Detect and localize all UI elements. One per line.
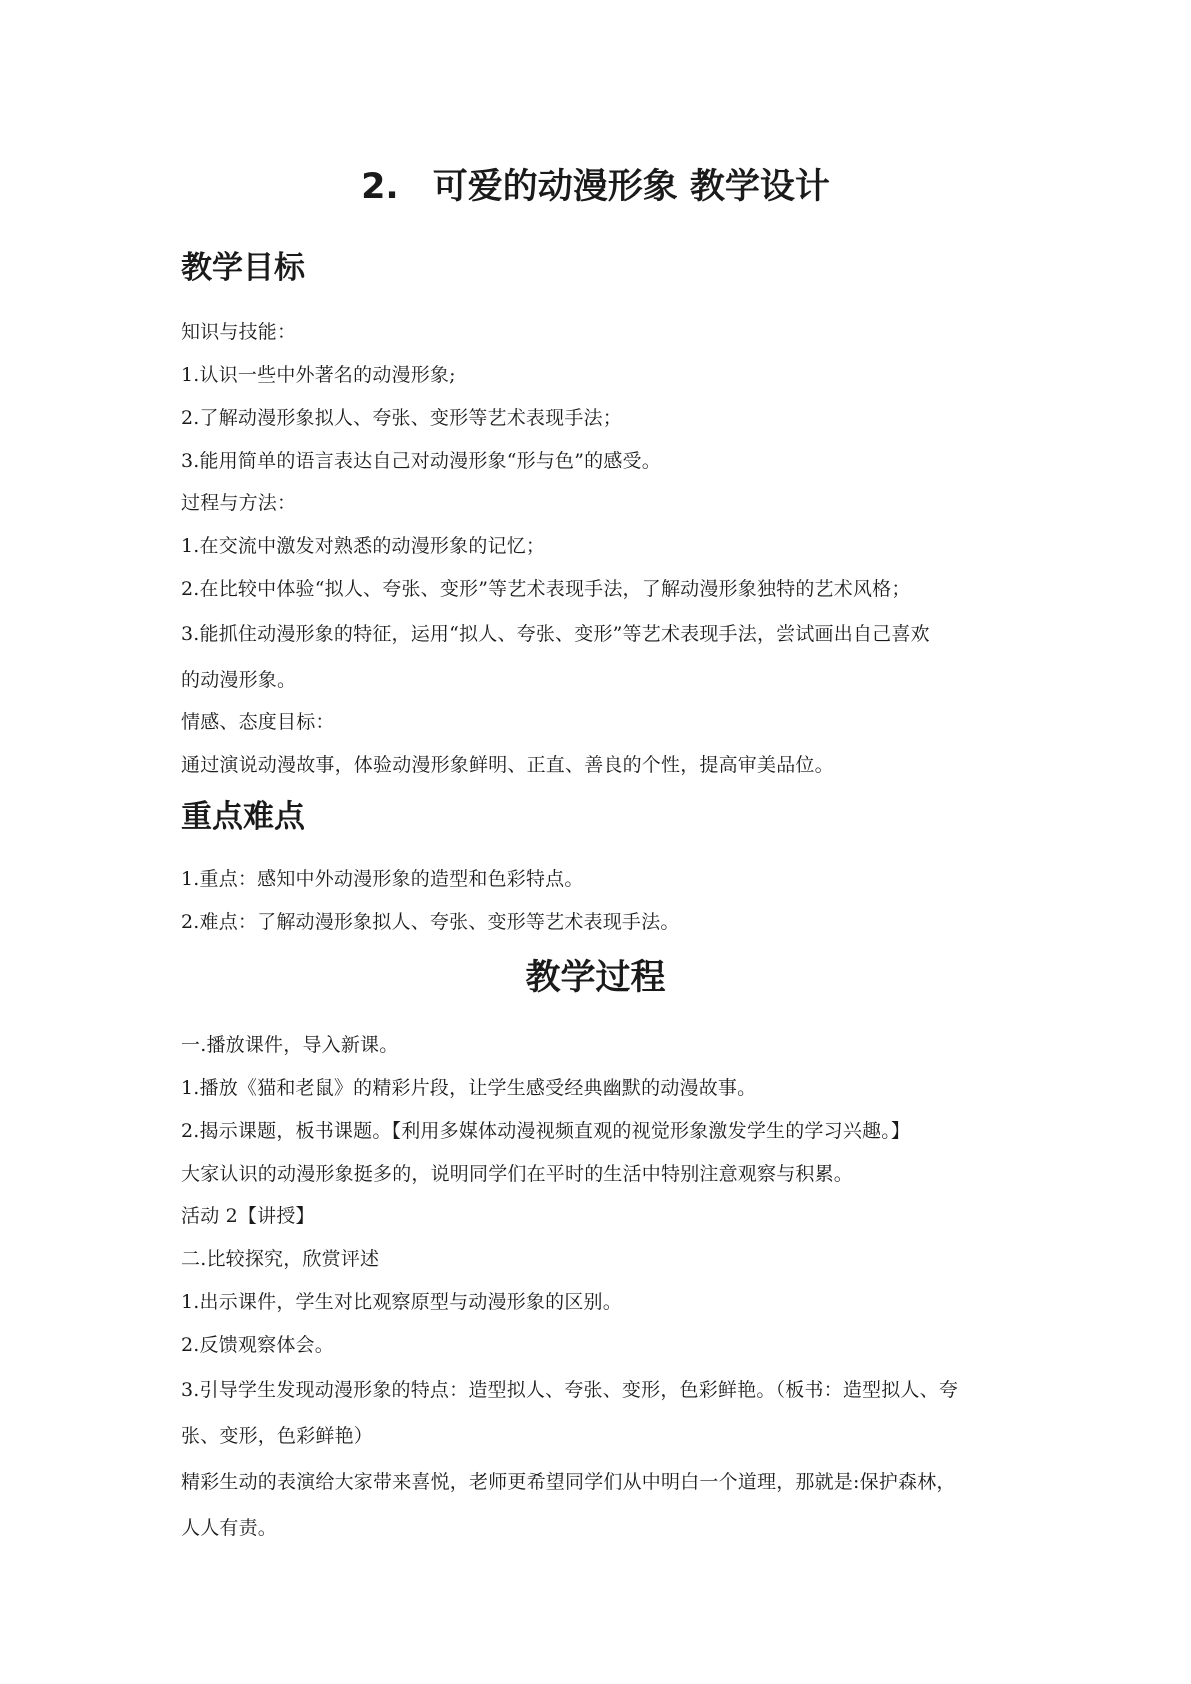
keypoint-line: 2.难点：了解动漫形象拟人、夸张、变形等艺术表现手法。 (181, 911, 680, 933)
process-line: 一.播放课件，导入新课。 (181, 1034, 399, 1056)
goal-line: 3.能用简单的语言表达自己对动漫形象“形与色”的感受。 (181, 450, 661, 472)
process-line: 活动 2【讲授】 (181, 1205, 315, 1227)
goal-line: 知识与技能： (181, 321, 297, 343)
process-line: 精彩生动的表演给大家带来喜悦，老师更希望同学们从中明白一个道理，那就是:保护森林， (181, 1471, 956, 1493)
goal-line: 1.认识一些中外著名的动漫形象; (181, 364, 456, 386)
section-heading-process: 教学过程 (525, 958, 666, 998)
process-line: 3.引导学生发现动漫形象的特点：造型拟人、夸张、变形，色彩鲜艳。（板书：造型拟人、夸 (181, 1379, 959, 1401)
title-text: 可爱的动漫形象 教学设计 (432, 167, 830, 207)
title-number: 2. (361, 167, 399, 207)
process-line: 2.反馈观察体会。 (181, 1334, 334, 1356)
goal-line: 3.能抓住动漫形象的特征，运用“拟人、夸张、变形”等艺术表现手法，尝试画出自己喜欢 (181, 623, 930, 645)
document-title (0, 162, 1191, 212)
process-line: 人人有责。 (181, 1517, 278, 1539)
goal-line: 2.在比较中体验“拟人、夸张、变形”等艺术表现手法，了解动漫形象独特的艺术风格； (181, 578, 911, 600)
goal-line: 过程与方法： (181, 492, 297, 514)
process-line: 2.揭示课题，板书课题。【利用多媒体动漫视频直观的视觉形象激发学生的学习兴趣。】 (181, 1120, 911, 1142)
goal-line: 情感、态度目标： (181, 711, 335, 733)
process-line: 1.出示课件，学生对比观察原型与动漫形象的区别。 (181, 1291, 622, 1313)
process-line: 1.播放《猫和老鼠》的精彩片段，让学生感受经典幽默的动漫故事。 (181, 1077, 757, 1099)
goal-line: 2.了解动漫形象拟人、夸张、变形等艺术表现手法； (181, 407, 622, 429)
process-line: 二.比较探究，欣赏评述 (181, 1248, 380, 1270)
process-line: 大家认识的动漫形象挺多的，说明同学们在平时的生活中特别注意观察与积累。 (181, 1163, 854, 1185)
goal-line: 通过演说动漫故事，体验动漫形象鲜明、正直、善良的个性，提高审美品位。 (181, 754, 834, 776)
goal-line: 1.在交流中激发对熟悉的动漫形象的记忆； (181, 535, 546, 557)
process-line: 张、变形，色彩鲜艳） (181, 1425, 374, 1447)
keypoint-line: 1.重点：感知中外动漫形象的造型和色彩特点。 (181, 868, 584, 890)
section-heading-keypoints: 重点难点 (181, 799, 305, 835)
section-heading-goals: 教学目标 (181, 250, 305, 286)
goal-line: 的动漫形象。 (181, 669, 297, 691)
